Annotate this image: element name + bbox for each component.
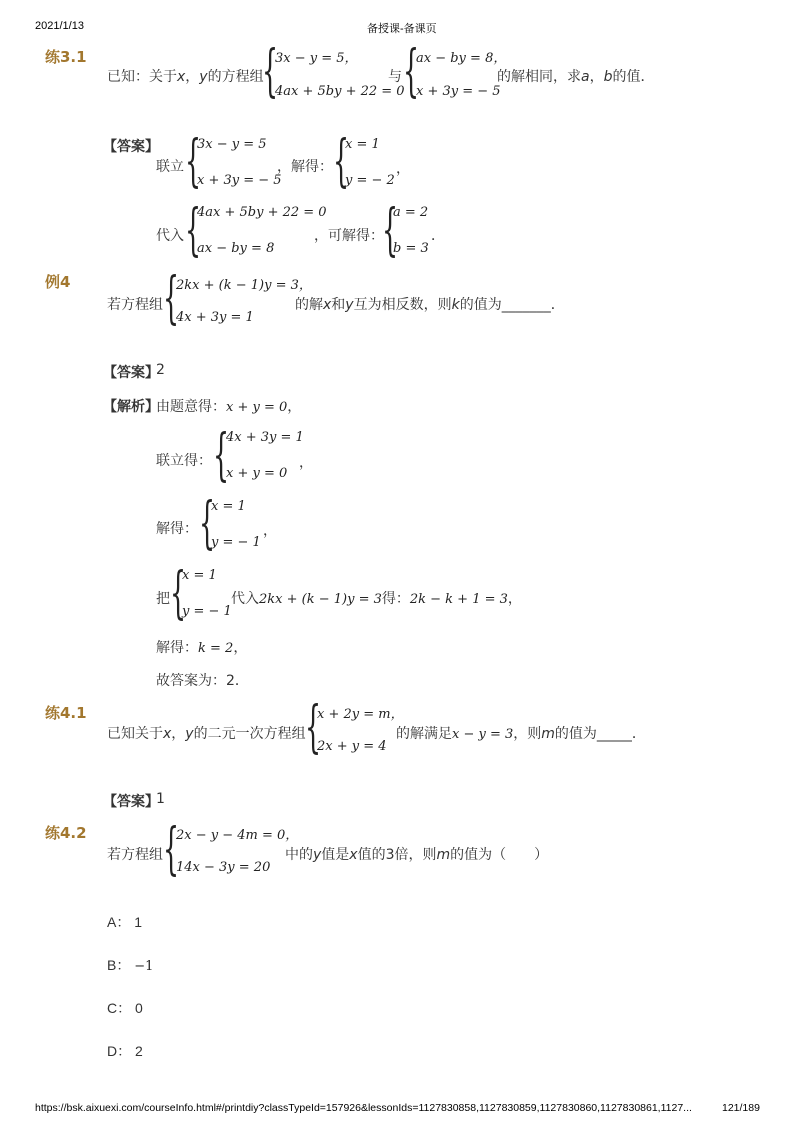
- option-d[interactable]: D： 2: [107, 1043, 143, 1059]
- equation: x + 2y = m，: [317, 707, 404, 722]
- equation: x = 1: [345, 137, 380, 152]
- left-brace: {: [262, 39, 279, 104]
- left-brace: {: [170, 561, 187, 626]
- equation: x + y = 0: [226, 466, 288, 481]
- question-text: 的解满足x − y = 3，则m的值为_____．: [396, 726, 646, 742]
- left-brace: {: [163, 266, 180, 331]
- question-text: 若方程组: [107, 847, 163, 863]
- page-number: 121/189: [722, 1102, 760, 1114]
- exercise-label: 练3.1: [45, 48, 87, 66]
- equation: y = − 1: [211, 535, 261, 550]
- equation: 4x + 3y = 1: [176, 310, 254, 325]
- step-text: 解得：k = 2，: [156, 640, 248, 656]
- left-brace: {: [403, 39, 420, 104]
- equation: 4x + 3y = 1: [226, 430, 304, 445]
- left-brace: {: [163, 817, 180, 882]
- left-brace: {: [333, 129, 350, 194]
- answer-blank: _______: [501, 297, 551, 313]
- step-text: 解得：: [156, 521, 198, 537]
- step-text: 故答案为：2．: [156, 673, 249, 689]
- equation: x = 1: [182, 568, 217, 583]
- analysis-label: 【解析】: [103, 399, 159, 415]
- answer-blank: _____: [596, 726, 632, 742]
- answer-label: 【答案】: [103, 139, 159, 155]
- step-text: ，: [263, 523, 277, 539]
- equation: ax − by = 8: [197, 241, 275, 256]
- equation: y = − 1: [182, 604, 232, 619]
- question-text: 已知：关于x，y的方程组: [107, 69, 264, 85]
- question-text: 的解x和y互为相反数，则k的值为_______．: [295, 297, 565, 313]
- option-c[interactable]: C： 0: [107, 1000, 143, 1016]
- step-text: ，: [299, 455, 313, 471]
- equation: x + 3y = − 5: [197, 173, 282, 188]
- equation: 14x − 3y = 20: [176, 860, 271, 875]
- step-text: 联立: [156, 159, 184, 175]
- left-brace: {: [305, 695, 322, 760]
- equation: 2x + y = 4: [317, 739, 387, 754]
- step-text: ，: [396, 161, 410, 177]
- equation: b = 3: [393, 241, 429, 256]
- print-date: 2021/1/13: [35, 20, 84, 32]
- question-text: 若方程组: [107, 297, 163, 313]
- left-brace: {: [185, 129, 202, 194]
- left-brace: {: [382, 198, 399, 263]
- question-text: 的解相同，求a，b的值．: [497, 69, 655, 85]
- option-a[interactable]: A： 1: [107, 914, 143, 930]
- step-text: ．: [431, 228, 445, 244]
- equation: y = − 2: [345, 173, 395, 188]
- answer-label: 【答案】: [103, 794, 159, 810]
- answer-value: 1: [156, 791, 165, 807]
- step-text: 把: [156, 591, 170, 607]
- question-text: 已知关于x，y的二元一次方程组: [107, 726, 306, 742]
- step-text: 代入2kx + (k − 1)y = 3得：2k − k + 1 = 3，: [231, 591, 522, 607]
- question-text: 与: [388, 69, 402, 85]
- step-text: ，解得：: [277, 159, 333, 175]
- question-text: 中的y值是x值的3倍，则m的值为（ ）: [285, 847, 549, 863]
- equation: 2kx + (k − 1)y = 3，: [176, 278, 312, 293]
- option-b[interactable]: B： −1: [107, 957, 154, 974]
- equation: a = 2: [393, 205, 429, 220]
- step-text: 由题意得：x + y = 0，: [156, 399, 302, 415]
- step-text: ，可解得：: [314, 228, 384, 244]
- left-brace: {: [213, 423, 230, 488]
- equation: 4ax + 5by + 22 = 0: [197, 205, 327, 220]
- left-brace: {: [185, 198, 202, 263]
- exercise-label: 练4.1: [45, 704, 87, 722]
- example-label: 例4: [45, 273, 71, 291]
- step-text: 联立得：: [156, 453, 212, 469]
- answer-label: 【答案】: [103, 365, 159, 381]
- exercise-label: 练4.2: [45, 824, 87, 842]
- equation: x = 1: [211, 499, 246, 514]
- equation: 2x − y − 4m = 0，: [176, 828, 299, 843]
- left-brace: {: [199, 491, 216, 556]
- page-header-title: 备授课-备课页: [367, 23, 437, 35]
- step-text: 代入: [156, 228, 184, 244]
- equation: x + 3y = − 5: [416, 84, 501, 99]
- page-url: https://bsk.aixuexi.com/courseInfo.html#/printdiy?classTypeId=157926&lessonIds=1127830858,1127830859,1127830860,1127830861,1127...: [35, 1102, 692, 1114]
- equation: ax − by = 8，: [416, 51, 507, 66]
- equation: 3x − y = 5，: [275, 51, 358, 66]
- equation: 3x − y = 5: [197, 137, 267, 152]
- answer-value: 2: [156, 362, 165, 378]
- equation: 4ax + 5by + 22 = 0: [275, 84, 405, 99]
